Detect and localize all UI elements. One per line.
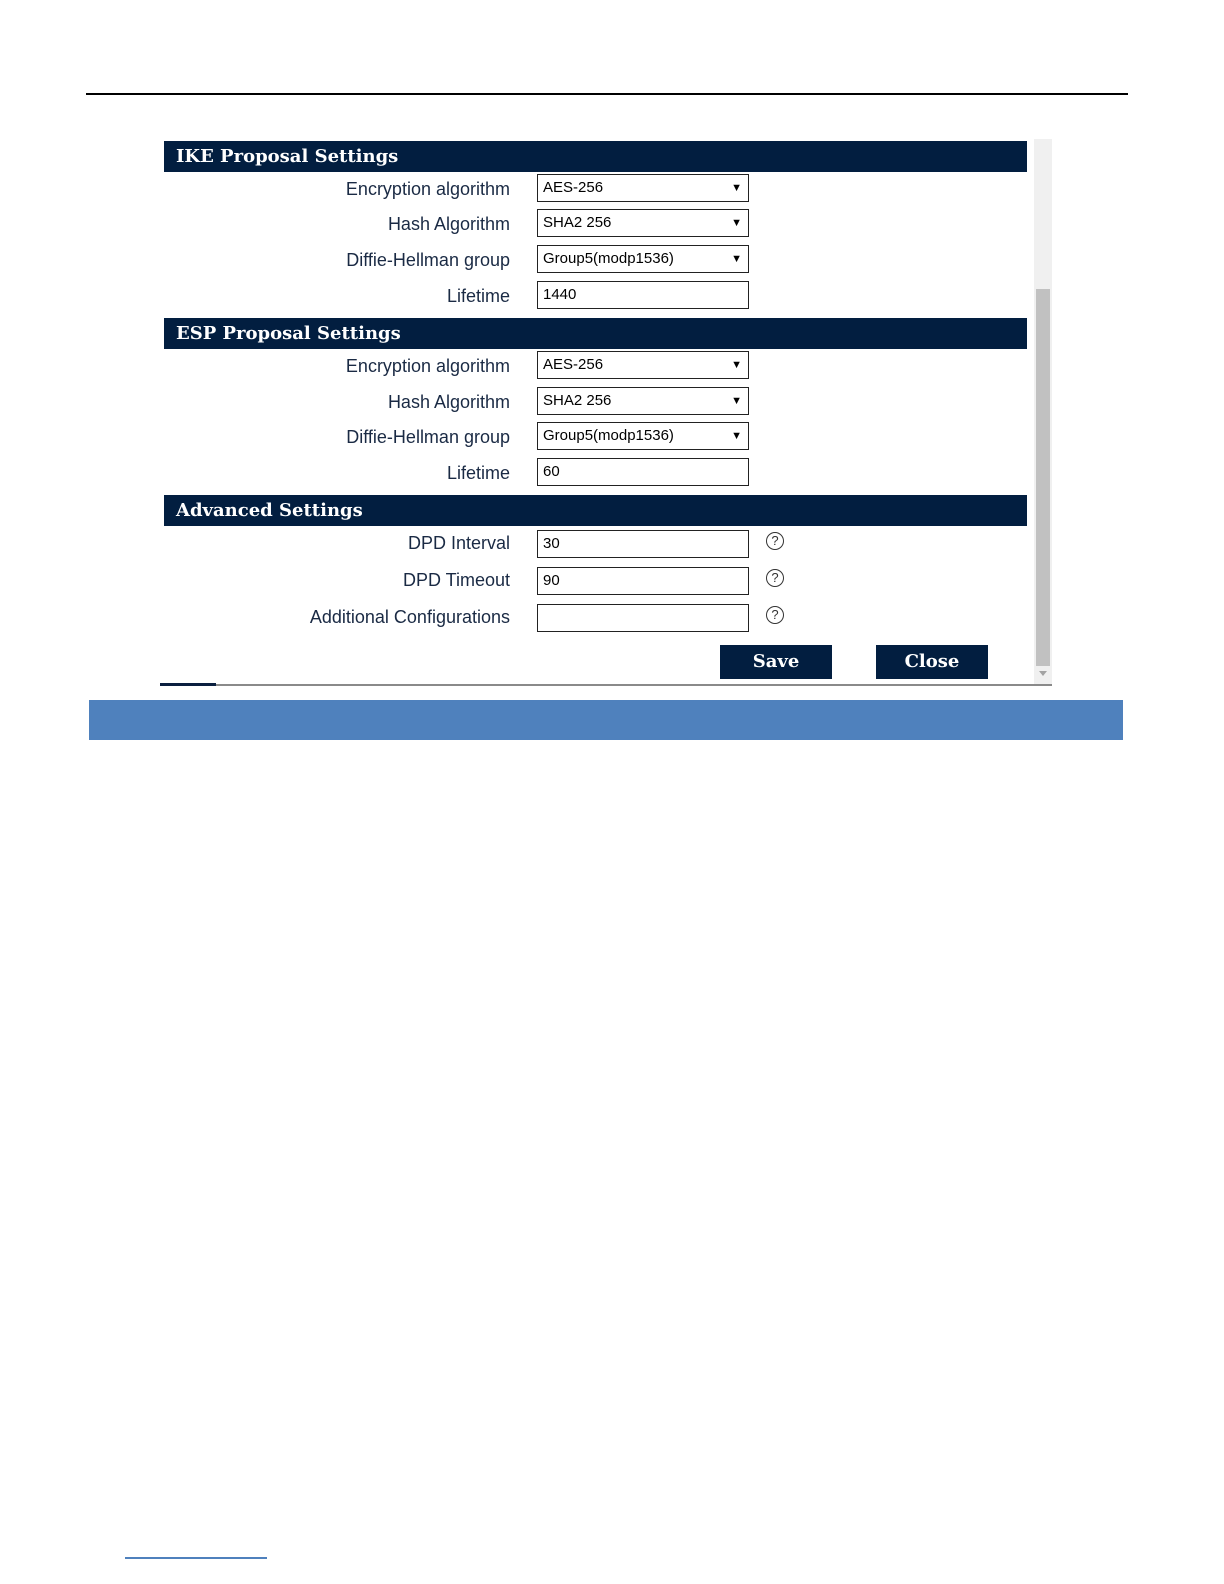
esp-lifetime-input[interactable]: 60: [537, 458, 749, 486]
document-caption-bar: [89, 700, 1123, 740]
chevron-down-icon: ▼: [731, 359, 742, 371]
esp-encryption-select[interactable]: [537, 351, 749, 379]
dpd-timeout-label: DPD Timeout: [402, 570, 510, 590]
chevron-down-icon: ▼: [731, 430, 742, 442]
ike-dh-select[interactable]: [537, 245, 749, 273]
footer-link-underline: [125, 1557, 267, 1559]
ike-hash-label: Hash Algorithm: [387, 214, 510, 234]
dpd-timeout-input[interactable]: 90: [537, 567, 749, 595]
ike-encryption-label: Encryption algorithm: [345, 179, 510, 199]
dpd-interval-label: DPD Interval: [407, 533, 510, 553]
scroll-down-arrow-icon[interactable]: [1039, 671, 1047, 676]
esp-hash-label: Hash Algorithm: [387, 392, 510, 412]
ike-section-header: IKE Proposal Settings: [164, 141, 1027, 172]
chevron-down-icon: ▼: [731, 253, 742, 265]
chevron-down-icon: ▼: [731, 217, 742, 229]
panel-bottom-divider: [160, 684, 1052, 686]
esp-dh-select[interactable]: [537, 422, 749, 450]
save-button[interactable]: Save: [720, 645, 832, 679]
esp-encryption-label: Encryption algorithm: [345, 356, 510, 376]
chevron-down-icon: ▼: [731, 182, 742, 194]
esp-dh-value: Group5(modp1536): [543, 427, 674, 444]
esp-lifetime-label: Lifetime: [446, 463, 510, 483]
ike-dh-value: Group5(modp1536): [543, 250, 674, 267]
vertical-scrollbar[interactable]: [1034, 139, 1052, 685]
panel-bottom-accent: [160, 683, 216, 686]
esp-hash-select[interactable]: [537, 387, 749, 415]
ike-hash-value: SHA2 256: [543, 214, 612, 231]
ike-encryption-value: AES-256: [543, 179, 604, 196]
additional-configurations-label: Additional Configurations: [309, 607, 510, 627]
ike-lifetime-label: Lifetime: [446, 286, 510, 306]
ike-dh-label: Diffie-Hellman group: [346, 250, 510, 270]
help-icon[interactable]: ?: [766, 569, 784, 587]
help-icon[interactable]: ?: [766, 606, 784, 624]
ike-hash-select[interactable]: [537, 209, 749, 237]
esp-encryption-value: AES-256: [543, 356, 604, 373]
advanced-section-header: Advanced Settings: [164, 495, 1027, 526]
chevron-down-icon: ▼: [731, 395, 742, 407]
page-header-rule: [86, 93, 1128, 95]
esp-section-header: ESP Proposal Settings: [164, 318, 1027, 349]
esp-hash-value: SHA2 256: [543, 392, 612, 409]
help-icon[interactable]: ?: [766, 532, 784, 550]
dpd-interval-input[interactable]: 30: [537, 530, 749, 558]
ike-encryption-select[interactable]: [537, 174, 749, 202]
ike-lifetime-input[interactable]: 1440: [537, 281, 749, 309]
ipsec-settings-dialog: [160, 139, 1052, 686]
close-button[interactable]: Close: [876, 645, 988, 679]
scrollbar-thumb[interactable]: [1036, 289, 1050, 666]
additional-configurations-input[interactable]: [537, 604, 749, 632]
esp-dh-label: Diffie-Hellman group: [346, 427, 510, 447]
